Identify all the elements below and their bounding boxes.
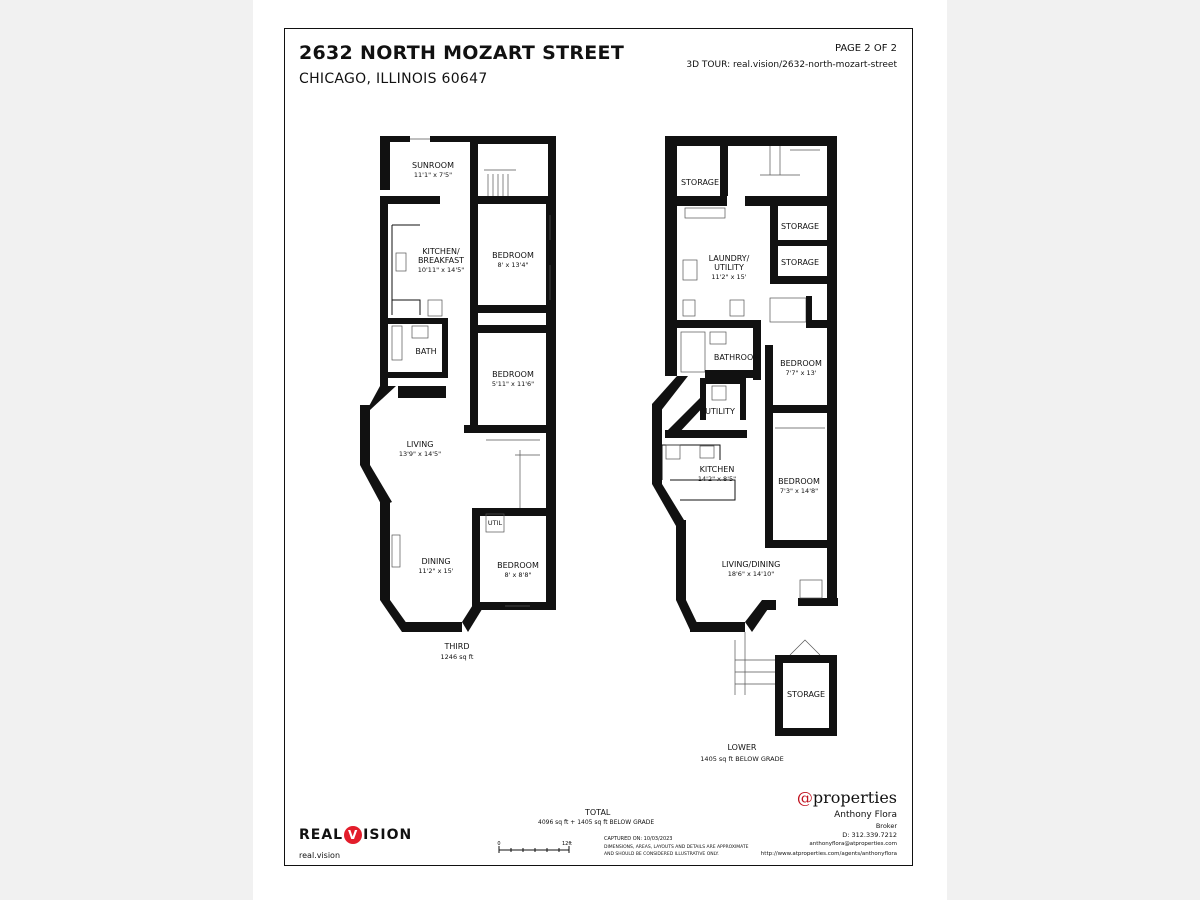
lower-bedroom2-dims: 7'3" x 14'8"	[779, 487, 819, 495]
agent-email[interactable]: anthonyflora@atproperties.com	[809, 841, 897, 847]
scale-start: 0	[497, 841, 501, 847]
page-indicator: PAGE 2 OF 2	[834, 43, 897, 54]
third-living-dims: 13'9" x 14'5"	[398, 450, 442, 458]
third-kitchen-label-1: KITCHEN/	[422, 247, 460, 256]
lower-storage-top-label: STORAGE	[680, 178, 720, 187]
lower-kitchen-label: KITCHEN	[699, 465, 735, 474]
third-sunroom-label: SUNROOM	[412, 161, 454, 170]
lower-laundry-label-1: LAUNDRY/	[708, 254, 750, 263]
lower-laundry-dims: 11'2" x 15'	[711, 273, 747, 281]
lower-floor-label: LOWER	[727, 743, 757, 752]
agent-name: Anthony Flora	[834, 810, 897, 820]
third-bedroom1-dims: 8' x 13'4"	[497, 261, 529, 269]
third-floor-plan	[360, 136, 556, 661]
third-kitchen-label-2: BREAKFAST	[417, 256, 465, 265]
lower-living-dining-dims: 18'6" x 14'10"	[727, 570, 775, 578]
third-floor-label: THIRD	[444, 642, 470, 651]
lower-storage-a-label: STORAGE	[780, 222, 820, 231]
lower-bedroom2-label: BEDROOM	[778, 477, 820, 486]
scale-bar	[497, 840, 597, 854]
third-dining-label: DINING	[421, 557, 451, 566]
lower-floor-plan	[652, 136, 838, 763]
third-bedroom3-dims: 8' x 8'8"	[504, 571, 532, 579]
lower-laundry-label-2: UTILITY	[714, 263, 744, 272]
logo-v-badge: V	[344, 826, 362, 844]
address-line-2: CHICAGO, ILLINOIS 60647	[299, 71, 488, 87]
brand-at: @	[796, 788, 813, 807]
scale-end: 12ft	[562, 841, 572, 847]
lower-storage-out-label: STORAGE	[786, 690, 826, 699]
lower-floor-area: 1405 sq ft BELOW GRADE	[700, 755, 784, 763]
total-label: TOTAL	[585, 808, 611, 817]
address-line-1: 2632 NORTH MOZART STREET	[299, 42, 625, 64]
lower-bedroom1-label: BEDROOM	[780, 359, 822, 368]
third-bath-label: BATH	[415, 347, 437, 356]
total-area: 4096 sq ft + 1405 sq ft BELOW GRADE	[538, 819, 655, 826]
third-bedroom3-label: BEDROOM	[497, 561, 539, 570]
realvision-url[interactable]: real.vision	[299, 851, 341, 860]
lower-bedroom1-dims: 7'7" x 13'	[785, 369, 817, 377]
disclaimer-line-2: AND SHOULD BE CONSIDERED ILLUSTRATIVE ONLY.	[604, 852, 719, 857]
lower-utility-label: UTILITY	[705, 407, 735, 416]
third-bedroom2-dims: 5'11" x 11'6"	[491, 380, 535, 388]
third-kitchen-dims: 10'11" x 14'5"	[417, 266, 465, 274]
logo-text-left: REAL	[299, 827, 344, 843]
agent-phone[interactable]: D: 312.339.7212	[842, 831, 897, 839]
third-living-label: LIVING	[406, 440, 434, 449]
agent-website[interactable]: http://www.atproperties.com/agents/anthonyflora	[760, 851, 897, 857]
disclaimer-line-1: DIMENSIONS, AREAS, LAYOUTS AND DETAILS ARE APPROXIMATE	[604, 845, 749, 850]
brand-rest: properties	[812, 788, 897, 807]
tour-link[interactable]: 3D TOUR: real.vision/2632-north-mozart-street	[686, 60, 897, 70]
lower-living-dining-label: LIVING/DINING	[721, 560, 781, 569]
atproperties-logo	[797, 788, 897, 807]
lower-storage-b-label: STORAGE	[780, 258, 820, 267]
logo-text-right: ISION	[363, 827, 413, 843]
third-dining-dims: 11'2" x 15'	[418, 567, 454, 575]
agent-role: Broker	[875, 822, 897, 830]
lower-kitchen-dims: 14'2" x 8'5"	[697, 475, 737, 483]
lower-bathroom-label: BATHROOM	[713, 353, 761, 362]
third-bedroom1-label: BEDROOM	[492, 251, 534, 260]
captured-date: CAPTURED ON: 10/03/2023	[604, 836, 673, 842]
third-floor-area: 1246 sq ft	[440, 653, 474, 661]
third-bedroom2-label: BEDROOM	[492, 370, 534, 379]
third-sunroom-dims: 11'1" x 7'5"	[413, 171, 453, 179]
realvision-logo	[299, 826, 412, 844]
third-utility-label: UTIL	[487, 519, 503, 527]
